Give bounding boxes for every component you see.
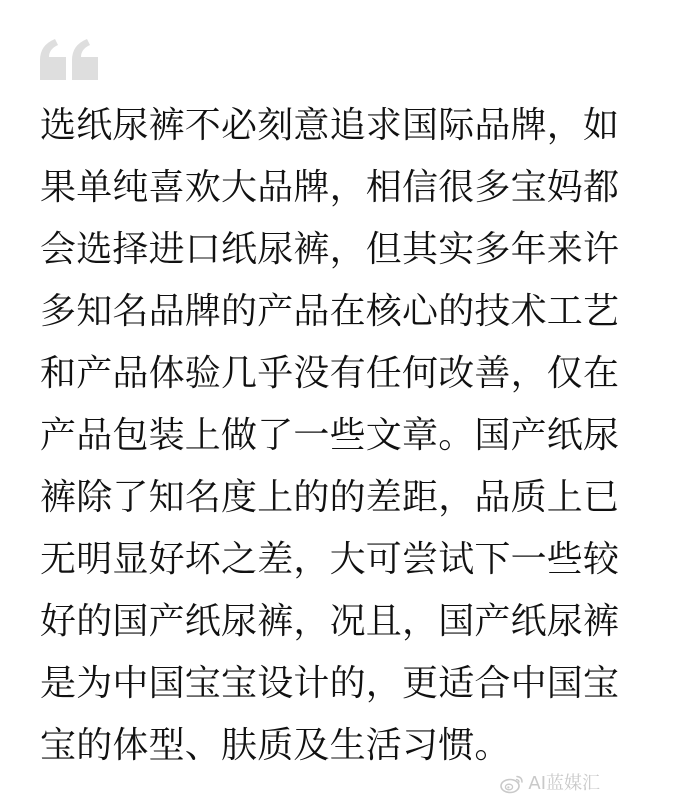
text-line: 果单纯喜欢大品牌，相信很多宝妈都 (40, 167, 620, 208)
text-line: 好的国产纸尿裤，况且，国产纸尿裤 (40, 601, 620, 642)
text-line: 无明显好坏之差，大可尝试下一些较 (40, 539, 620, 580)
text-line: 是为中国宝宝设计的，更适合中国宝 (40, 663, 620, 704)
text-line: 产品包装上做了一些文章。国产纸尿 (40, 415, 620, 456)
text-line: 多知名品牌的产品在核心的技术工艺 (40, 291, 620, 332)
quote-open-icon (40, 38, 100, 80)
text-line: 和产品体验几乎没有任何改善，仅在 (40, 353, 620, 394)
text-line: 宝的体型、肤质及生活习惯。 (40, 725, 511, 766)
watermark (500, 771, 600, 797)
quote-body (40, 95, 680, 777)
weibo-logo-icon (500, 774, 524, 794)
watermark-text: AI蓝媒汇 (528, 773, 600, 794)
text-line: 会选择进口纸尿裤，但其实多年来许 (40, 229, 620, 270)
text-line: 选纸尿裤不必刻意追求国际品牌，如 (40, 105, 620, 146)
text-line: 裤除了知名度上的的差距，品质上已 (40, 477, 620, 518)
